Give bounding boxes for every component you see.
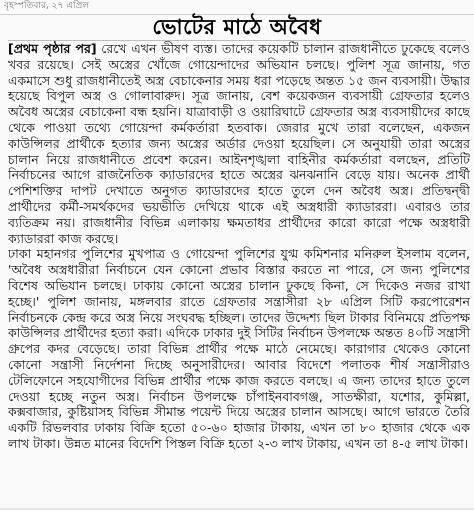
continuation-marker: [প্রথম পৃষ্ঠার পর] bbox=[8, 41, 97, 56]
article-headline: ভোটের মাঠে অবৈধ bbox=[152, 15, 322, 39]
paragraph-2-text: ঢাকা মহানগর পুলিশের মুখপাত্র ও গোয়েন্দা পুলিশের যুগ্ম কমিশনার মনিরুল ইসলাম বলেন, 'অবৈধ অস্ত্রধারীরা নির্বাচনে যেন কোনো প্রভাব বিস্তার করতে না পারে, সে জন্য পুলিশের বিশেষ অভিযান চলছে। ঢাকায় কোনো অস্ত্রের চালান ঢুকছে কিনা, সে দিকেও নজর রাখা হচ্ছে।' পুলিশ জানায়, মঙ্গলবার রাতে গ্রেফতার সন্ত্রাসীরা ২৮ এপ্রিল সিটি করপোরেশন নির্বাচনকে কেন্দ্র করে অস্ত্র নিয়ে সংঘবদ্ধ হচ্ছিল। তাদের উদ্দেশ্য ছিল টাকার বিনিময়ে প্রতিপক্ষ কাউন্সিলর প্রার্থীদের হত্যা করা। এদিকে ঢাকার দুই সিটির নির্বাচন উপলক্ষে অন্তত ৪০টি সন্ত্রাসী গ্রুপের কদর বেড়েছে। তারা বিভিন্ন প্রার্থীর পক্ষে মাঠে নেমেছে। কারাগার থেকেও কোনো কোনো সন্ত্রাসী নির্দেশনা দিচ্ছে অনুসারীদের। আবার বিদেশে পলাতক শীর্ষ সন্ত্রাসীরাও টেলিফোনে সহযোগীদের বিভিন্ন প্রার্থীর পক্ষে কাজ করতে বলছে। এ জন্য তাদের হাতে তুলে দেওয়া হচ্ছে নতুন অস্ত্র। নির্বাচন উপলক্ষে চাঁপাইনবাবগঞ্জ, সাতক্ষীরা, যশোর, কুমিল্লা, কক্সবাজার, কুষ্টিয়াসহ বিভিন্ন সীমান্ত পয়েন্ট দিয়ে অস্ত্রের চালান আসছে। আগে ভারতে তৈরি একটি রিভলবার ঢাকায় বিক্রি হতো ৫০-৬০ হাজার টাকায়, এখন তা ৮০ হাজার থেকে এক লাখ টাকা। উন্নত মানের বিদেশি পিস্তল বিক্রি হতো ২-৩ লাখ টাকায়, এখন তা ৪-৫ লাখ টাকা। bbox=[8, 246, 470, 451]
article-paragraph-2 bbox=[8, 246, 470, 451]
article-body bbox=[8, 41, 470, 509]
article-paragraph-1 bbox=[8, 41, 470, 246]
page-header-fragment: বৃহস্পতিবার, ২৭ এপ্রিল bbox=[4, 1, 90, 11]
paragraph-1-text: রেখে এখন ভীষণ ব্যস্ত। তাদের কয়েকটি চালান রাজধানীতে ঢুকেছে বলেও খবর রয়েছে। সেই অস্ত্রের খোঁজে গোয়েন্দাদের অভিযান চলছে। পুলিশ সূত্র জানায়, গত একমাসে শুধু রাজধানীতেই অস্ত্র বেচাকেনার সময় ধরা পড়েছে অন্তত ১৫ জন ব্যবসায়ী। উদ্ধার হয়েছে বিপুল অস্ত্র ও গোলাবারুদ। সূত্র জানায়, বেশ কয়েকজন ব্যবসায়ী গ্রেফতার হলেও অবৈধ অস্ত্রের বেচাকেনা বন্ধ হয়নি। যাত্রাবাড়ী ও ওয়ারিঘাটে গ্রেফতার অস্ত্র ব্যবসায়ীদের কাছে থেকে পাওয়া তথ্যে গোয়েন্দা কর্মকর্তারা হতবাক। জেরার মুখে তারা বলেছেন, একজন কাউন্সিলর প্রার্থীকে হত্যার জন্য অস্ত্রের অর্ডার দেওয়া হয়েছিল। সে অনুযায়ী তারা অস্ত্রের চালান নিয়ে রাজধানীতে প্রবেশ করেন। আইনশৃঙ্খলা বাহিনীর কর্মকর্তারা বলছেন, প্রতিটি নির্বাচনের আগে রাজনৈতিক ক্যাডারদের হাতে অস্ত্রের ঝনঝনানি বেড়ে যায়। অনেক প্রার্থী পেশিশক্তির দাপট দেখাতে অনুগত ক্যাডারদের হাতে তুলে দেন অবৈধ অস্ত্র। প্রতিদ্বন্দ্বী প্রার্থীদের কর্মী-সমর্থকদের ভয়ভীতি দেখিয়ে থাকে এই অস্ত্রধারী ক্যাডাররা। এবারও তার ব্যতিক্রম নয়। রাজধানীর বিভিন্ন এলাকায় ক্ষমতাধর প্রার্থীদের কারো কারো পক্ষে অস্ত্রধারী ক্যাডাররা কাজ করছে। bbox=[8, 41, 470, 246]
